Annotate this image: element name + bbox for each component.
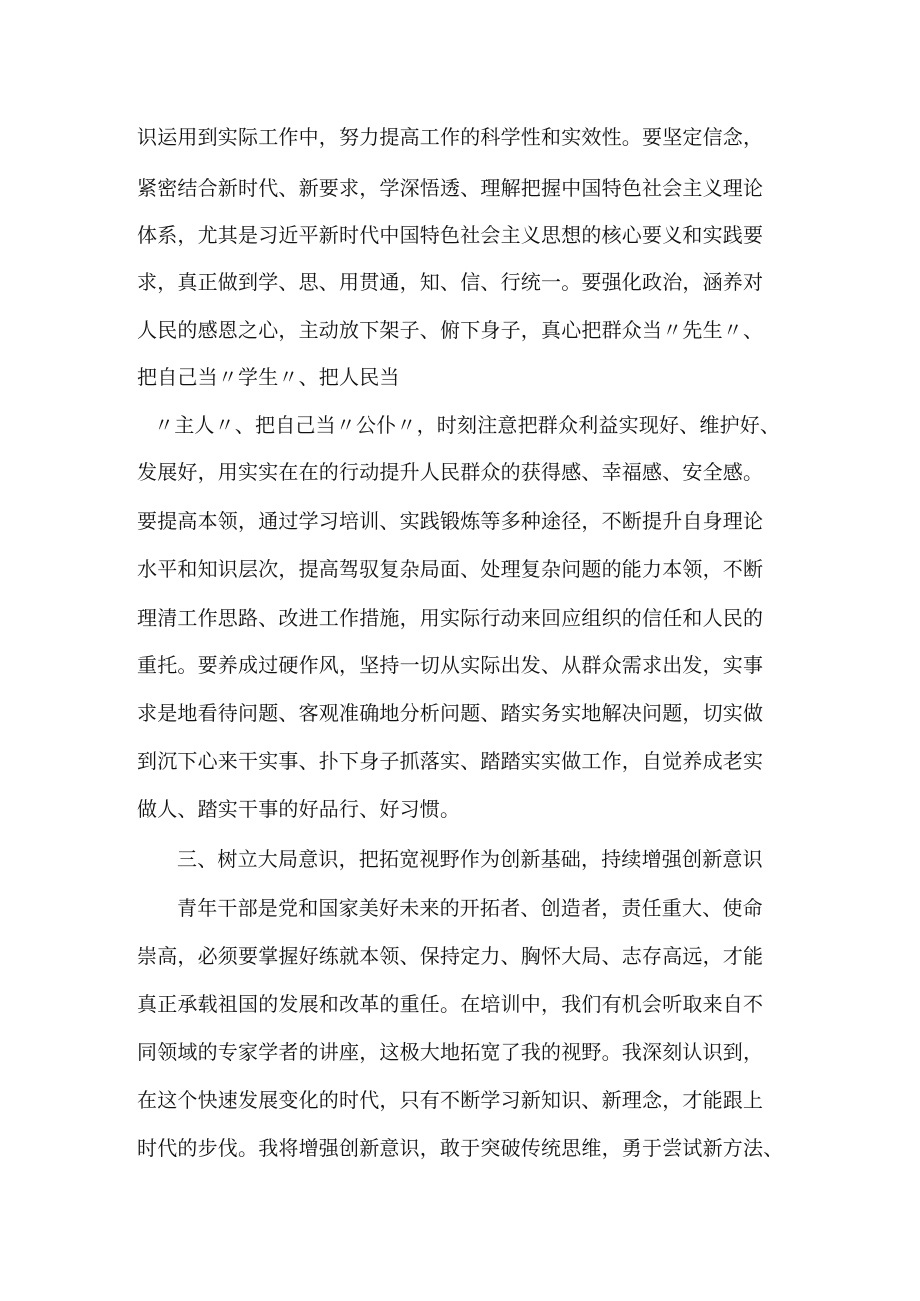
text-line: 到沉下心来干实事、扑下身子抓落实、踏踏实实做工作，自觉养成老实 (137, 749, 764, 773)
text-line: 同领域的专家学者的讲座，这极大地拓宽了我的视野。我深刻认识到， (137, 1040, 764, 1064)
text-line: 真正承载祖国的发展和改革的重任。在培训中，我们有机会听取来自不 (137, 992, 764, 1016)
section-heading: 三、树立大局意识，把拓宽视野作为创新基础，持续增强创新意识 (177, 847, 763, 871)
text-line: 理清工作思路、改进工作措施，用实际行动来回应组织的信任和人民的 (137, 606, 764, 630)
text-line: 紧密结合新时代、新要求，学深悟透、理解把握中国特色社会主义理论 (137, 176, 764, 200)
text-line: 崇高，必须要掌握好练就本领、保持定力、胸怀大局、志存高远，才能 (137, 944, 764, 968)
text-line: 把自己当〃学生〃、把人民当 (137, 365, 400, 389)
text-line: 发展好，用实实在在的行动提升人民群众的获得感、幸福感、安全感。 (137, 460, 764, 484)
text-line: 求是地看待问题、客观准确地分析问题、踏实务实地解决问题，切实做 (137, 701, 764, 725)
text-line: 要提高本领，通过学习培训、实践锻炼等多种途径，不断提升自身理论 (137, 509, 764, 533)
text-line: 求，真正做到学、思、用贯通，知、信、行统一。要强化政治，涵养对 (137, 270, 764, 294)
text-line: 在这个快速发展变化的时代，只有不断学习新知识、新理念，才能跟上 (137, 1088, 764, 1112)
text-line: 体系，尤其是习近平新时代中国特色社会主义思想的核心要义和实践要 (137, 223, 764, 247)
text-line: 时代的步伐。我将增强创新意识，敢于突破传统思维，勇于尝试新方法、 (137, 1136, 784, 1160)
text-line: 人民的感恩之心，主动放下架子、俯下身子，真心把群众当〃先生〃、 (137, 318, 764, 342)
text-line: 〃主人〃、把自己当〃公仆〃，时刻注意把群众利益实现好、维护好、 (154, 413, 781, 437)
text-line: 水平和知识层次，提高驾驭复杂局面、处理复杂问题的能力本领，不断 (137, 557, 764, 581)
text-line: 做人、踏实干事的好品行、好习惯。 (137, 797, 461, 821)
text-line: 重托。要养成过硬作风，坚持一切从实际出发、从群众需求出发，实事 (137, 653, 764, 677)
text-line: 青年干部是党和国家美好未来的开拓者、创造者，责任重大、使命 (177, 896, 763, 920)
text-line: 识运用到实际工作中，努力提高工作的科学性和实效性。要坚定信念， (137, 125, 764, 149)
